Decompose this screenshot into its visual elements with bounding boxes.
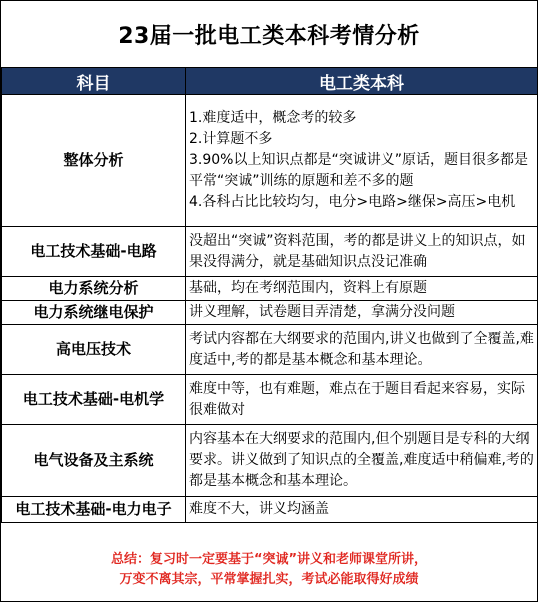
row-subject: 电力系统继电保护 [2,301,186,325]
row-analysis [186,375,538,425]
analysis-table [1,67,538,523]
analysis-line: 1.难度适中，概念考的较多 [189,110,357,126]
analysis-line: 内容基本在大纲要求的范围内,但个别题目是专科的大纲要求。讲义做到了知识点的全覆盖,难度适中稍偏难,考的都是基本概念和基本理论。 [189,431,534,489]
row-subject: 电工技术基础-电路 [2,227,186,277]
row-subject: 电气设备及主系统 [2,425,186,497]
page-title: 23届一批电工类本科考情分析 [118,23,420,49]
row-subject: 电工技术基础-电机学 [2,375,186,425]
table-row [2,375,538,425]
row-analysis [186,277,538,301]
row-analysis [186,95,538,227]
analysis-line: 3.90%以上知识点都是“突诚讲义”原话，题目很多都是平常“突诚”训练的原题和差不多的题 [189,152,528,189]
row-analysis [186,227,538,277]
row-analysis [186,325,538,375]
table-row [2,95,538,227]
analysis-line: 考试内容都在大纲要求的范围内,讲义也做到了全覆盖,难度适中,考的都是基本概念和基本理论。 [189,330,534,368]
header-analysis: 电工类本科 [186,68,538,95]
row-analysis [186,301,538,325]
row-analysis [186,425,538,497]
analysis-line: 没超出“突诚”资料范围，考的都是讲义上的知识点，如果没得满分，就是基础知识点没记准确 [189,232,526,270]
row-subject: 电工技术基础-电力电子 [2,497,186,523]
table-row [2,425,538,497]
summary-note [1,539,537,601]
analysis-line: 难度中等，也有难题，难点在于题目看起来容易，实际很难做对 [189,380,525,418]
row-analysis [186,497,538,523]
analysis-line: 4.各科占比比较均匀，电分>电路>继保>高压>电机 [189,194,516,210]
analysis-line: 讲义理解，试卷题目弄清楚，拿满分没问题 [189,304,455,320]
table-row [2,497,538,523]
summary-line: 万变不离其宗，平常掌握扎实，考试必能取得好成绩 [119,572,419,587]
header-subject: 科目 [2,68,186,95]
table-row [2,325,538,375]
table-row [2,227,538,277]
analysis-line: 基础，均在考纲范围内，资料上有原题 [189,280,427,296]
summary-line: 总结：复习时一定要基于“突诚”讲义和老师课堂所讲， [110,552,428,567]
analysis-line: 2.计算题不多 [189,131,273,147]
analysis-line: 难度不大，讲义均涵盖 [189,501,329,517]
row-subject: 电力系统分析 [2,277,186,301]
table-row [2,277,538,301]
row-subject: 高电压技术 [2,325,186,375]
table-row [2,301,538,325]
row-subject: 整体分析 [2,95,186,227]
table-header-row [2,68,538,95]
